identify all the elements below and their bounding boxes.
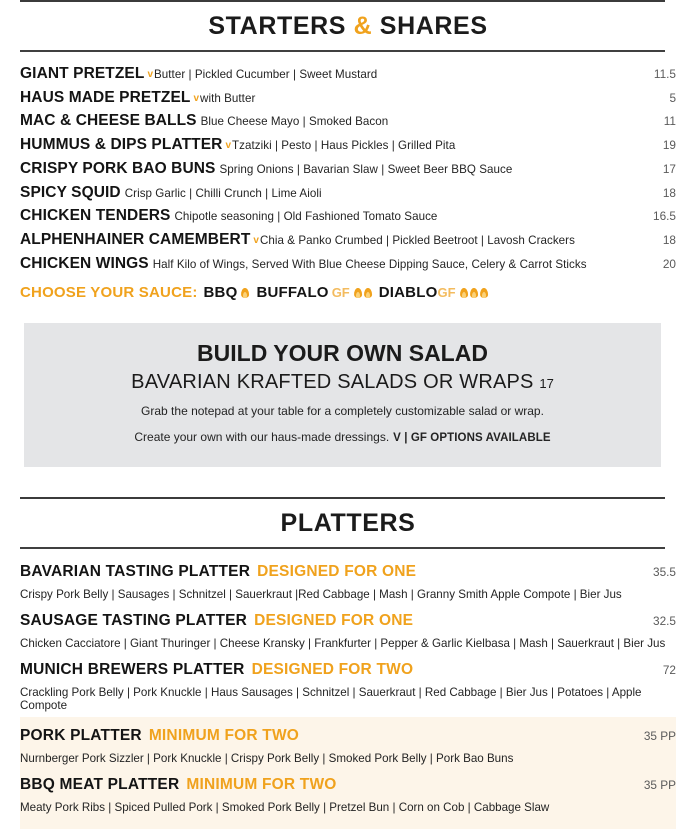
platters-list	[0, 549, 696, 829]
menu-item-text	[20, 136, 467, 154]
menu-item-row[interactable]	[20, 109, 676, 133]
platters-section-title: PLATTERS	[280, 508, 416, 537]
menu-item-name: GIANT PRETZEL	[20, 65, 145, 82]
platter-name: PORK PLATTER	[20, 726, 142, 744]
sauce-choice-label: CHOOSE YOUR SAUCE:	[20, 283, 198, 301]
platter-price: 35 PP	[643, 728, 676, 743]
menu-item-name: CHICKEN TENDERS	[20, 207, 171, 225]
menu-item-description: Blue Cheese Mayo | Smoked Bacon	[200, 115, 389, 129]
platter-serving-tag: MINIMUM FOR TWO	[148, 726, 300, 744]
menu-item-name: HAUS MADE PRETZEL	[20, 88, 191, 106]
menu-item-description: with Butter	[200, 91, 256, 105]
platter-description: Nurnberger Pork Sizzler | Pork Knuckle | Crispy Pork Belly | Smoked Pork Belly | Pork Bao Buns	[20, 751, 514, 765]
menu-item-price: 18	[662, 233, 676, 248]
sauce-option-bbq[interactable]: BBQ	[203, 283, 238, 301]
platter-description: Chicken Cacciatore | Giant Thuringer | Cheese Kransky | Frankfurter | Pepper & Garlic Kielbasa | Mash | Sauerkraut | Bier Jus	[20, 636, 666, 650]
sauce-option-diablo[interactable]: DIABLO	[378, 283, 438, 301]
highlighted-platters-group	[20, 717, 676, 829]
salad-box-dietary-note: V | GF OPTIONS AVAILABLE	[393, 431, 551, 444]
vegetarian-icon: v	[193, 92, 200, 104]
platter-header	[20, 563, 676, 581]
menu-item-row[interactable]	[20, 86, 676, 110]
sauce-choice-row	[0, 276, 696, 302]
platter-price: 35 PP	[643, 777, 676, 792]
starters-title-part2: SHARES	[372, 12, 488, 40]
salad-box-line-2	[24, 420, 661, 447]
menu-item-description: Crisp Garlic | Chilli Crunch | Lime Aioli	[124, 186, 322, 200]
platter-title-group	[20, 727, 299, 745]
menu-item-description: Butter | Pickled Cucumber | Sweet Mustard	[154, 68, 378, 81]
menu-item-row[interactable]	[20, 181, 676, 205]
menu-item-price: 5	[669, 90, 676, 105]
menu-item-name: ALPHENHAINER CAMEMBERT	[20, 231, 251, 249]
platter-name: MUNICH BREWERS PLATTER	[20, 660, 245, 678]
gluten-free-badge: GF	[331, 284, 350, 300]
platter-name: BBQ MEAT PLATTER	[20, 775, 180, 793]
platter-serving-tag: DESIGNED FOR ONE	[257, 562, 417, 580]
menu-item-row[interactable]	[20, 204, 676, 228]
starters-item-list	[0, 52, 696, 276]
platter-row[interactable]	[0, 655, 696, 717]
salad-box-price: 17	[539, 375, 554, 391]
menu-item-text	[20, 207, 449, 225]
menu-item-name: MAC & CHEESE BALLS	[20, 112, 197, 130]
platter-name: SAUSAGE TASTING PLATTER	[20, 611, 248, 629]
platter-price: 72	[662, 662, 676, 677]
menu-item-description: Tzatziki | Pesto | Haus Pickles | Grilled Pita	[232, 139, 456, 153]
platter-row[interactable]	[20, 770, 676, 819]
starters-title-part1: STARTERS	[208, 12, 354, 40]
platter-header	[20, 612, 676, 630]
salad-box-line-1: Grab the notepad at your table for a completely customizable salad or wrap.	[141, 403, 544, 418]
starters-title-ampersand: &	[353, 12, 373, 40]
menu-item-row[interactable]	[20, 252, 676, 276]
menu-item-name: CRISPY PORK BAO BUNS	[20, 159, 216, 177]
platter-header	[20, 776, 676, 794]
platter-name: BAVARIAN TASTING PLATTER	[20, 562, 251, 580]
gluten-free-badge: GF	[437, 284, 456, 300]
salad-box-subtitle	[24, 367, 661, 394]
menu-item-price: 17	[662, 161, 676, 176]
platter-price: 32.5	[653, 613, 676, 628]
starters-section-title	[20, 2, 676, 50]
platter-row[interactable]	[0, 606, 696, 655]
menu-item-row[interactable]	[20, 62, 676, 86]
menu-item-text	[20, 160, 524, 178]
menu-item-description: Chipotle seasoning | Old Fashioned Tomato Sauce	[174, 210, 438, 224]
menu-item-price: 19	[662, 138, 676, 153]
menu-item-row[interactable]	[20, 228, 676, 252]
platter-row[interactable]	[0, 557, 696, 606]
menu-item-price: 11.5	[653, 67, 676, 81]
menu-item-description: Half Kilo of Wings, Served With Blue Cheese Dipping Sauce, Celery & Carrot Sticks	[152, 257, 587, 271]
menu-item-text	[20, 231, 587, 249]
menu-item-row[interactable]	[20, 133, 676, 157]
menu-item-text	[20, 255, 599, 273]
platter-serving-tag: MINIMUM FOR TWO	[186, 775, 337, 793]
menu-item-price: 20	[662, 256, 676, 271]
salad-box-line-2-text: Create your own with our haus-made dressings.	[134, 429, 390, 444]
sauce-option-buffalo[interactable]: BUFFALO	[256, 283, 329, 301]
menu-item-text	[20, 184, 334, 202]
build-your-own-salad-box[interactable]	[24, 323, 661, 467]
vegetarian-icon: v	[225, 140, 232, 152]
menu-item-text	[20, 89, 267, 107]
starters-section	[0, 0, 696, 52]
platter-row[interactable]	[20, 721, 676, 770]
menu-item-name: CHICKEN WINGS	[20, 254, 149, 272]
menu-item-name: HUMMUS & DIPS PLATTER	[20, 136, 223, 154]
platter-title-group	[20, 661, 413, 679]
salad-box-subtitle-text: BAVARIAN KRAFTED SALADS OR WRAPS	[131, 370, 534, 393]
menu-item-text	[20, 112, 400, 130]
platter-serving-tag: DESIGNED FOR ONE	[254, 611, 414, 629]
platter-description: Crackling Pork Belly | Pork Knuckle | Haus Sausages | Schnitzel | Sauerkraut | Red Cabbage | Bier Jus | Potatoes | Apple Compote	[20, 685, 642, 712]
menu-item-price: 16.5	[653, 209, 676, 224]
platters-section	[0, 467, 696, 549]
vegetarian-icon: v	[147, 69, 153, 80]
menu-item-description: Spring Onions | Bavarian Slaw | Sweet Beer BBQ Sauce	[219, 162, 513, 176]
menu-item-price: 18	[662, 185, 676, 200]
heat-level-1-icon	[237, 286, 250, 301]
menu-item-text	[20, 65, 389, 83]
salad-box-title: BUILD YOUR OWN SALAD	[197, 340, 488, 367]
platter-header	[20, 661, 676, 679]
menu-item-price: 11	[663, 114, 676, 129]
platter-title-group	[20, 776, 337, 794]
menu-item-row[interactable]	[20, 157, 676, 181]
platter-description: Meaty Pork Ribs | Spiced Pulled Pork | Smoked Pork Belly | Pretzel Bun | Corn on Cob | Cabbage Slaw	[20, 800, 550, 814]
platter-description: Crispy Pork Belly | Sausages | Schnitzel | Sauerkraut |Red Cabbage | Mash | Granny Smith Apple Compote | Bier Jus	[20, 587, 622, 601]
heat-level-2-icon	[350, 286, 373, 301]
platter-price: 35.5	[653, 564, 676, 579]
platter-serving-tag: DESIGNED FOR TWO	[251, 660, 414, 678]
platter-header	[20, 727, 676, 745]
menu-item-description: Chia & Panko Crumbed | Pickled Beetroot | Lavosh Crackers	[259, 234, 575, 248]
vegetarian-icon: v	[253, 235, 259, 247]
platter-title-group	[20, 612, 413, 630]
menu-item-name: SPICY SQUID	[20, 183, 121, 201]
platter-title-group	[20, 563, 416, 581]
heat-level-3-icon	[456, 286, 489, 301]
